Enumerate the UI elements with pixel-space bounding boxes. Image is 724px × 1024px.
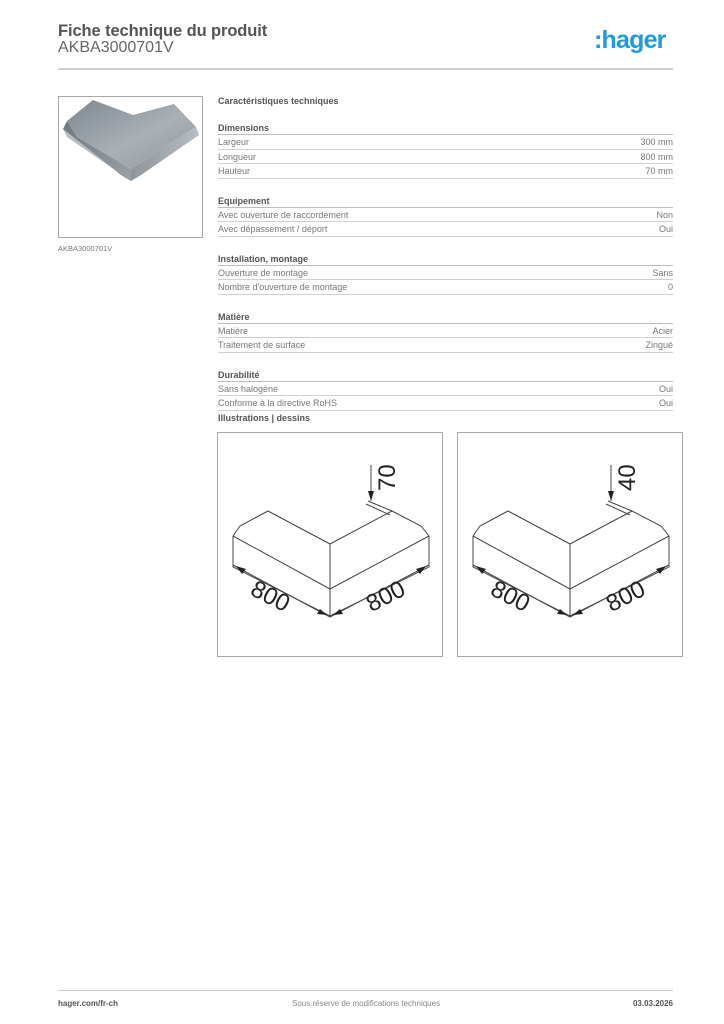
- spec-value: 800 mm: [640, 151, 673, 162]
- footer-website-link[interactable]: hager.com/fr-ch: [58, 999, 119, 1008]
- spec-value: Oui: [658, 224, 673, 234]
- header-divider: [58, 68, 673, 70]
- spec-value: 0: [667, 282, 673, 292]
- footer-divider: [58, 990, 673, 991]
- product-photo-icon: [59, 97, 204, 239]
- spec-row: [218, 280, 673, 295]
- spec-group-durabilite: [218, 369, 673, 411]
- spec-group-equipement: [218, 195, 673, 237]
- spec-value: Acier: [652, 325, 673, 336]
- angle-drawing-icon: [458, 433, 684, 658]
- technical-specs: [218, 94, 673, 411]
- spec-label: Avec ouverture de raccordement: [218, 209, 349, 220]
- product-code: AKBA3000701V: [58, 39, 174, 56]
- spec-row: [218, 150, 673, 165]
- spec-group-dimensions: [218, 122, 673, 179]
- spec-group-title: Matière: [218, 311, 673, 324]
- hager-logo: :hager: [594, 26, 666, 54]
- specs-title: Caractéristiques techniques: [218, 96, 339, 106]
- spec-row: [218, 208, 673, 223]
- spec-value: Sans: [652, 267, 673, 278]
- spec-row: [218, 324, 673, 339]
- spec-label: Matière: [218, 325, 249, 336]
- spec-label: Ouverture de montage: [218, 267, 309, 278]
- technical-drawing-1: [217, 432, 443, 657]
- spec-group-title: Equipement: [218, 195, 673, 208]
- spec-value: Oui: [658, 383, 673, 394]
- angle-drawing-icon: [218, 433, 444, 658]
- spec-label: Conforme à la directive RoHS: [218, 398, 338, 408]
- spec-row: [218, 222, 673, 237]
- spec-label: Longueur: [218, 151, 257, 162]
- spec-label: Sans halogène: [218, 383, 279, 394]
- spec-label: Avec dépassement / déport: [218, 224, 328, 234]
- technical-drawing-2: [457, 432, 683, 657]
- spec-label: Largeur: [218, 137, 250, 147]
- spec-group-title: Dimensions: [218, 122, 673, 135]
- spec-row: [218, 382, 673, 397]
- spec-row: [218, 266, 673, 281]
- spec-group-title: Durabilité: [218, 369, 673, 382]
- height-dimension: 70: [374, 464, 401, 491]
- spec-value: 70 mm: [645, 166, 673, 176]
- spec-row: [218, 164, 673, 179]
- spec-label: Traitement de surface: [218, 340, 306, 350]
- right-length-dimension: 800: [361, 575, 410, 618]
- spec-value: Zingué: [645, 340, 673, 350]
- spec-value: Non: [656, 209, 673, 220]
- spec-value: Oui: [658, 398, 673, 408]
- spec-row: [218, 396, 673, 411]
- right-length-dimension: 800: [601, 575, 650, 618]
- product-image-caption: AKBA3000701V: [58, 244, 113, 253]
- spec-group-matiere: [218, 311, 673, 353]
- spec-value: 300 mm: [640, 137, 673, 147]
- spec-row: [218, 135, 673, 150]
- footer-date: 03.03.2026: [632, 999, 673, 1008]
- spec-row: [218, 338, 673, 353]
- footer-notice: Sous réserve de modifications techniques: [292, 999, 441, 1008]
- spec-label: Hauteur: [218, 166, 251, 176]
- illustrations-title: Illustrations | dessins: [218, 413, 311, 423]
- page-title: Fiche technique du produit: [58, 22, 268, 40]
- left-length-dimension: 800: [246, 575, 295, 618]
- spec-group-title: Installation, montage: [218, 253, 673, 266]
- spec-group-installation: [218, 253, 673, 295]
- spec-label: Nombre d'ouverture de montage: [218, 282, 348, 292]
- product-image: [58, 96, 203, 238]
- height-dimension: 40: [614, 464, 641, 491]
- left-length-dimension: 800: [486, 575, 535, 618]
